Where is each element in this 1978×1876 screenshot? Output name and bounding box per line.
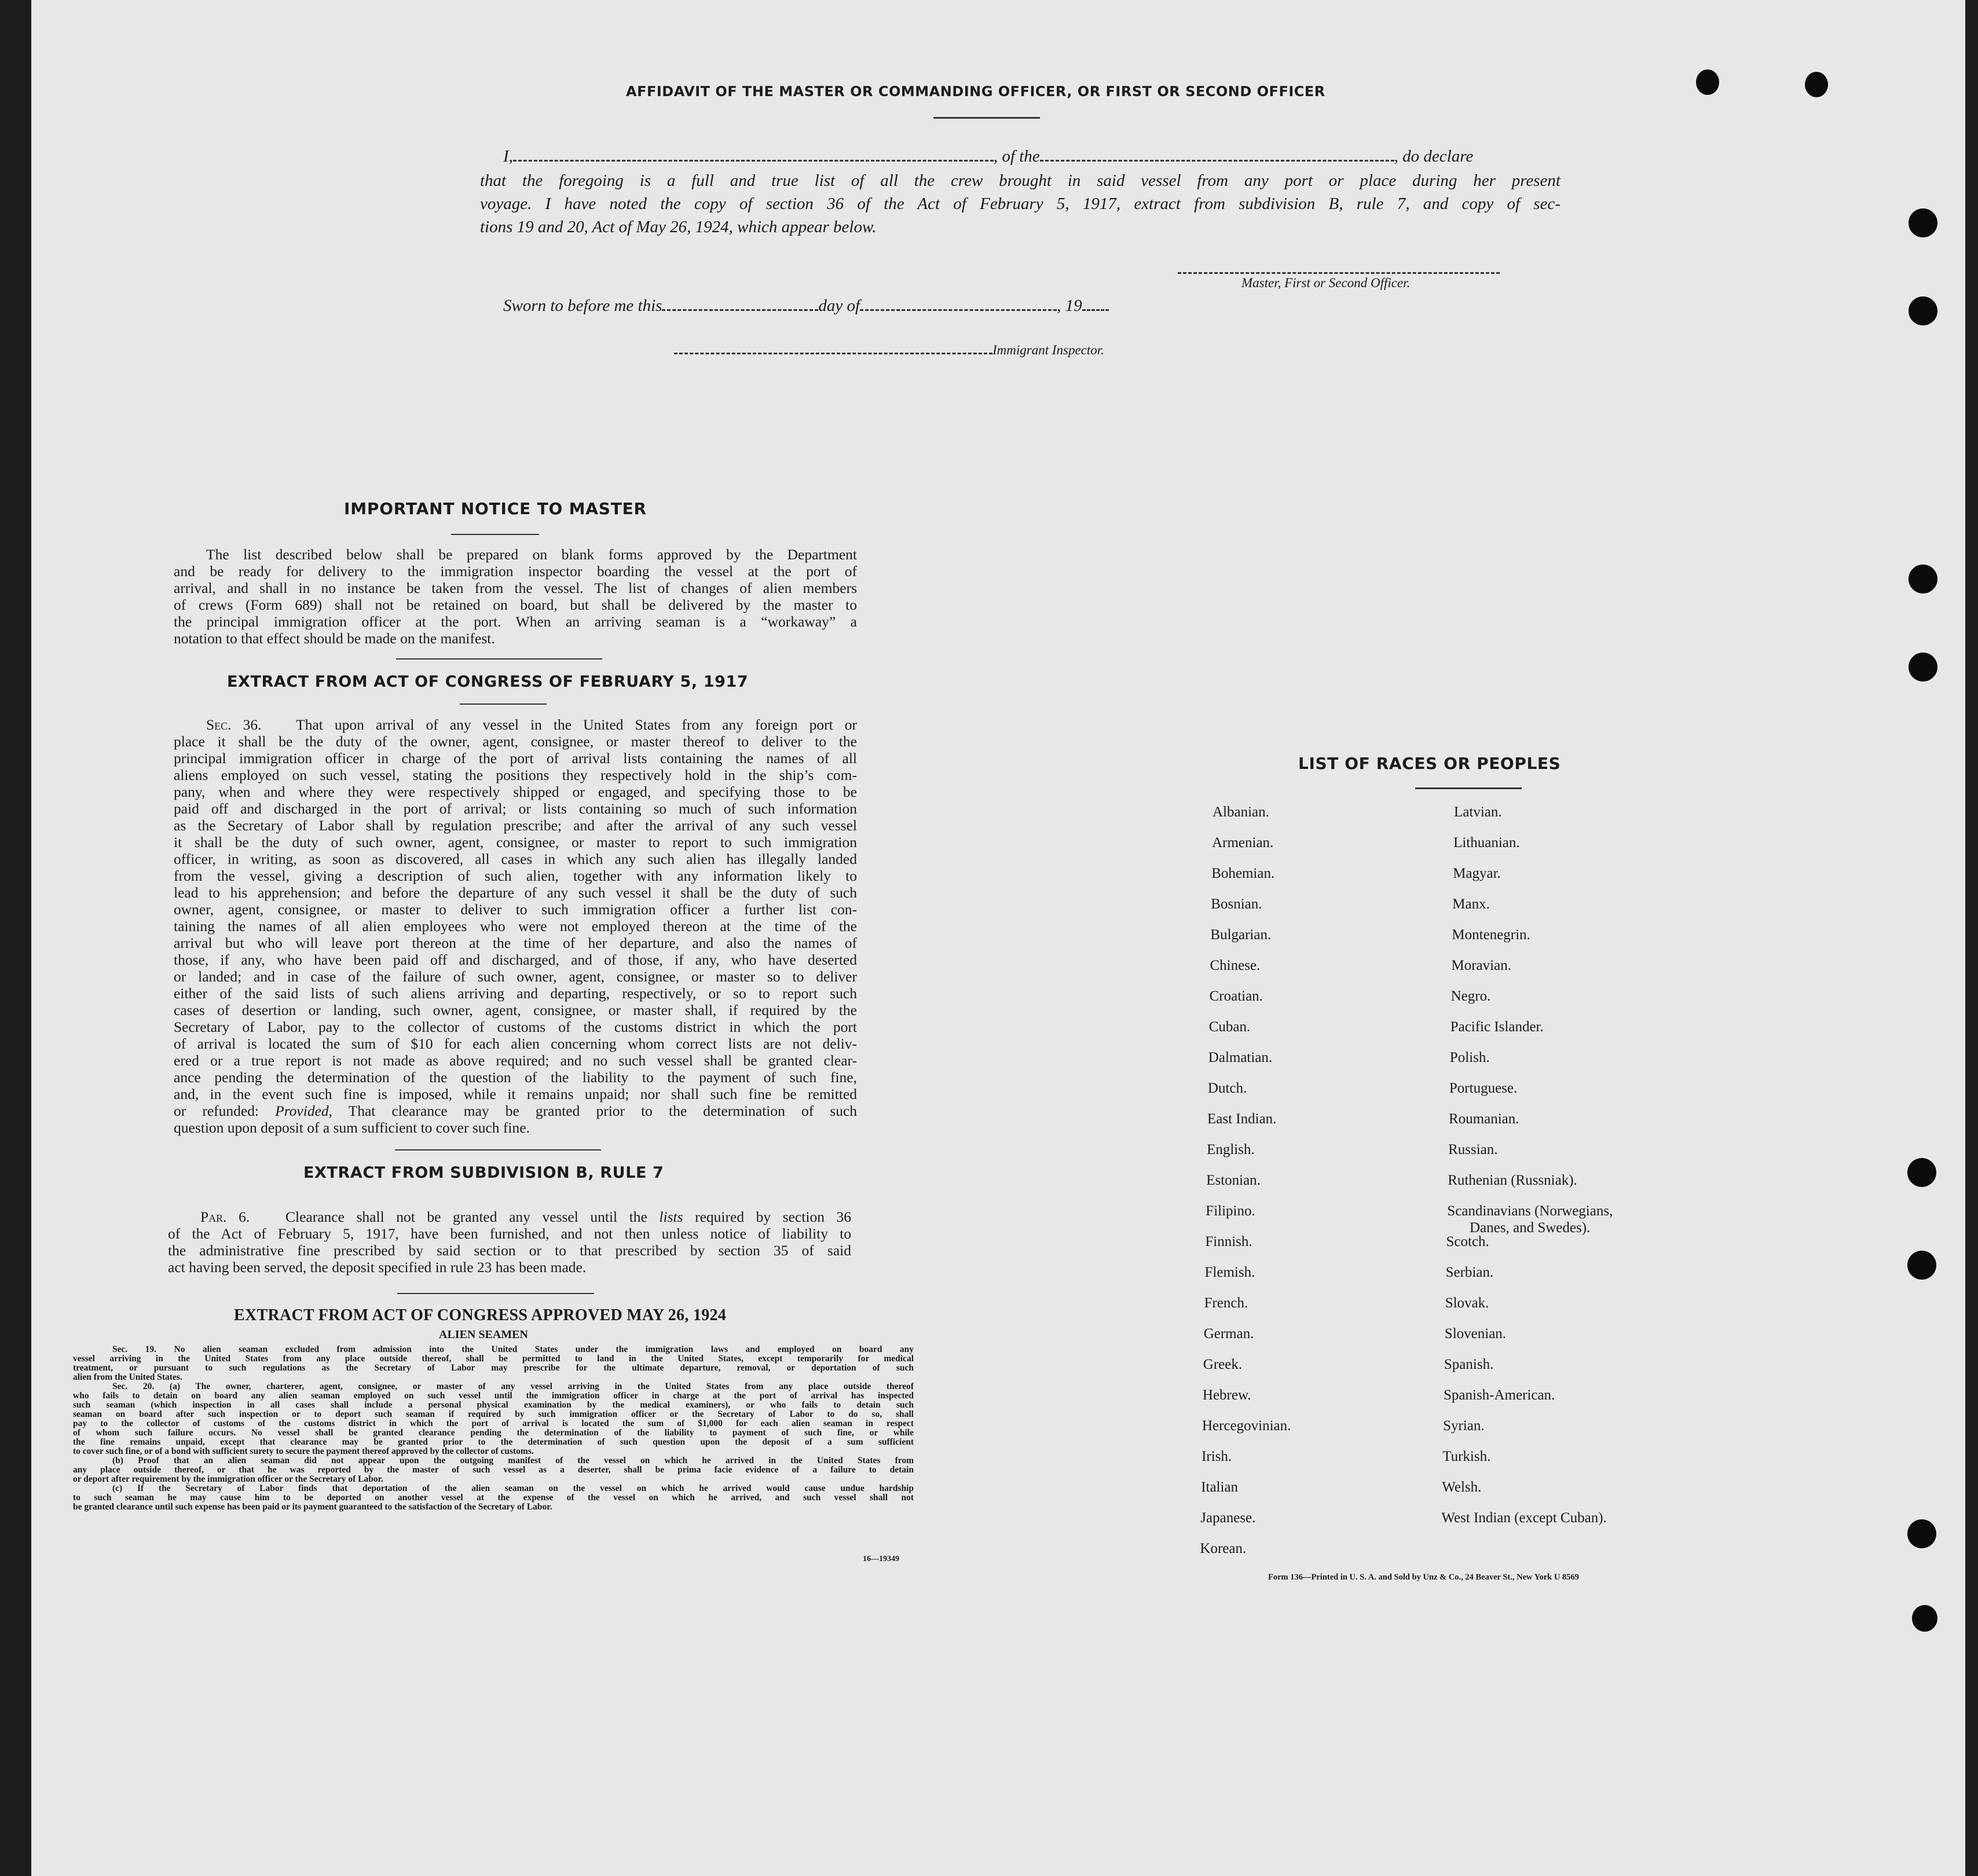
race-item: Manx. bbox=[1452, 896, 1490, 912]
document-page bbox=[31, 0, 1965, 1876]
act-1924-line: seaman on board after such inspection or to deport such seaman if required by such immigration officer or the Secretary of Labor to do so, shall bbox=[73, 1409, 914, 1419]
sec-36-line: and, in the event such fine is imposed, while it remains unpaid; nor shall such fine be remitted bbox=[174, 1086, 857, 1102]
sec-36-line: question upon deposit of a sum sufficient to cover such fine. bbox=[174, 1119, 530, 1136]
act-1924-line: pay to the collector of customs of the customs district in which the port of arrival is located the sum of $1,000 for each alien seaman in respect bbox=[73, 1419, 914, 1428]
sec-36-line: lead to his apprehension; and before the departure of any such vessel it shall be the duty of such bbox=[174, 884, 857, 901]
race-item: Polish. bbox=[1449, 1050, 1490, 1065]
race-item: Portuguese. bbox=[1449, 1080, 1518, 1096]
inspector-signature-blank[interactable] bbox=[674, 353, 992, 354]
notice-line: arrival, and shall in no instance be taken from the vessel. The list of changes of alien members bbox=[174, 580, 857, 596]
provided-pre: or refunded: bbox=[174, 1102, 259, 1119]
race-item: Negro. bbox=[1450, 988, 1491, 1004]
sec-36-line: ered or a true report is not made as above required; and no such vessel shall be granted clear- bbox=[174, 1052, 857, 1069]
year-text: , 19 bbox=[1057, 296, 1082, 315]
section-rule bbox=[395, 1149, 601, 1150]
par-6-paragraph bbox=[168, 1208, 851, 1276]
race-item: Latvian. bbox=[1454, 804, 1502, 820]
vessel-blank[interactable] bbox=[1040, 160, 1394, 162]
race-item: Finnish. bbox=[1205, 1234, 1252, 1250]
sworn-year-blank[interactable] bbox=[1082, 309, 1109, 311]
act-1924-line: to such seaman he may cause him to be deported on another vessel at the expense of the vessel on which he arrived, and such vessel shall not bbox=[73, 1493, 914, 1503]
sec-36-line: from the vessel, giving a description of such alien, together with any information likely to bbox=[174, 867, 857, 884]
sec-36-line: either of the said lists of such aliens arriving and departing, respectively, or so to report such bbox=[174, 985, 857, 1002]
race-item: English. bbox=[1207, 1142, 1255, 1157]
notice-paragraph bbox=[174, 546, 857, 647]
sec-36-label: Sec. 36. bbox=[206, 716, 262, 733]
par-6-pre: Clearance shall not be granted any vessel until the bbox=[285, 1208, 647, 1225]
race-item: Bohemian. bbox=[1211, 866, 1275, 881]
race-item: Syrian. bbox=[1443, 1418, 1485, 1434]
race-item: Hebrew. bbox=[1202, 1387, 1251, 1403]
race-item: Croatian. bbox=[1209, 988, 1263, 1004]
race-item: Magyar. bbox=[1453, 866, 1501, 881]
notice-title-rule bbox=[451, 534, 539, 535]
notice-line: and be ready for delivery to the immigration inspector boarding the vessel at the port of bbox=[174, 563, 857, 580]
races-title-rule bbox=[1415, 787, 1522, 789]
section-rule bbox=[397, 1293, 594, 1294]
word-of-the: , of the bbox=[993, 147, 1040, 166]
sec-36-line: paid off and discharged in the port of arrival; or lists containing so much of such information bbox=[174, 800, 857, 817]
sworn-text: Sworn to before me this bbox=[503, 296, 662, 315]
day-of-text: day of bbox=[818, 296, 860, 315]
act-1924-line: be granted clearance until such expense has been paid or its payment guaranteed to the satisfaction of the Secretary of Labor. bbox=[73, 1502, 552, 1512]
act-1924-line: Sec. 19. No alien seaman excluded from admission into the United States under the immigration laws and employed on board any bbox=[112, 1344, 914, 1354]
race-item: Pacific Islander. bbox=[1450, 1019, 1544, 1035]
master-signature-label: Master, First or Second Officer. bbox=[1241, 276, 1411, 290]
sec-36-paragraph bbox=[174, 716, 857, 1136]
act-1924-line: the fine remains unpaid, except that clearance may be granted prior to the determination of such question upon the deposit of a sum sufficient bbox=[73, 1437, 914, 1447]
race-item: Spanish. bbox=[1444, 1357, 1494, 1372]
race-item: Korean. bbox=[1200, 1541, 1247, 1556]
punch-hole bbox=[1907, 1251, 1936, 1280]
sworn-day-blank[interactable] bbox=[662, 309, 818, 311]
act-1924-title: EXTRACT FROM ACT OF CONGRESS APPROVED MAY 26, 1924 bbox=[234, 1306, 727, 1324]
sec-36-line: owner, agent, consignee, or master to deliver to such immigration officer a further list con- bbox=[174, 901, 857, 918]
form-number: 16—19349 bbox=[863, 1555, 899, 1563]
word-i: I, bbox=[503, 147, 513, 166]
race-item: Slovak. bbox=[1445, 1295, 1489, 1311]
act-1924-line: treatment, or pursuant to such regulations as the Secretary of Labor may prescribe for the ultimate departure, removal, or deportation of such bbox=[73, 1363, 914, 1373]
act-1924-subtitle: ALIEN SEAMEN bbox=[439, 1328, 528, 1341]
race-item: Russian. bbox=[1448, 1142, 1498, 1157]
sec-36-line: of arrival is located the sum of $10 for each alien concerning whom correct lists are not deliv- bbox=[174, 1035, 857, 1052]
sec-36-line: arrival but who will leave port thereon at the time of her departure, and also the names of bbox=[174, 935, 857, 951]
race-item: Chinese. bbox=[1210, 958, 1261, 973]
act-1917-title: EXTRACT FROM ACT OF CONGRESS OF FEBRUARY 5, 1917 bbox=[227, 673, 749, 691]
punch-hole bbox=[1696, 69, 1719, 95]
sec-36-provided-line bbox=[174, 1102, 857, 1119]
act-1924-line: who fails to detain on board any alien seaman employed on such vessel until the immigration officer in charge at the port of arrival has inspected bbox=[73, 1391, 914, 1401]
race-item: Slovenian. bbox=[1444, 1326, 1507, 1342]
punch-hole bbox=[1907, 1519, 1936, 1548]
race-item: Spanish-American. bbox=[1444, 1387, 1555, 1403]
act-1917-title-rule bbox=[460, 704, 547, 705]
sec-36-line: place it shall be the duty of the owner, agent, consignee, or master thereof to deliver to the bbox=[174, 733, 857, 750]
sec-36-line: pany, when and where they were respectively shipped or engaged, and specifying those to be bbox=[174, 783, 857, 800]
notice-line: the principal immigration officer at the port. When an arriving seaman is a “workaway” a bbox=[174, 613, 857, 630]
race-item: Dalmatian. bbox=[1208, 1050, 1273, 1065]
race-item: Italian bbox=[1201, 1479, 1239, 1495]
sec-36-line: principal immigration officer in charge of the port of arrival lists containing the names of all bbox=[174, 750, 857, 767]
affidavit-title: AFFIDAVIT OF THE MASTER OR COMMANDING OFFICER, OR FIRST OR SECOND OFFICER bbox=[626, 83, 1325, 100]
race-item: Hercegovinian. bbox=[1202, 1418, 1291, 1434]
race-item: Serbian. bbox=[1445, 1265, 1494, 1280]
race-item: Estonian. bbox=[1206, 1172, 1261, 1188]
race-item: West Indian (except Cuban). bbox=[1441, 1510, 1607, 1526]
race-item: German. bbox=[1203, 1326, 1254, 1342]
par-6-lists: lists bbox=[659, 1208, 683, 1225]
sec-36-line: as the Secretary of Labor shall by regulation prescribe; and after the arrival of any such vessel bbox=[174, 817, 857, 834]
race-item: East Indian. bbox=[1207, 1111, 1277, 1127]
par-6-label: Par. 6. bbox=[200, 1208, 250, 1225]
race-item: Albanian. bbox=[1213, 804, 1269, 820]
race-item: Scotch. bbox=[1446, 1234, 1489, 1250]
race-item: Dutch. bbox=[1207, 1080, 1247, 1096]
race-item: Armenian. bbox=[1212, 835, 1274, 851]
declaration-text-2: voyage. I have noted the copy of section 36 of the Act of February 5, 1917, extract from subdivision B, rule 7, and copy of sec- bbox=[480, 195, 1561, 213]
act-1924-line: (c) If the Secretary of Labor finds that deportation of the alien seaman on the vessel on which he arrived would cause undue hardship bbox=[112, 1483, 914, 1493]
race-item: Greek. bbox=[1203, 1357, 1243, 1372]
punch-hole bbox=[1909, 208, 1937, 237]
race-item: Turkish. bbox=[1442, 1449, 1491, 1464]
race-item: Scandinavians (Norwegians, bbox=[1447, 1203, 1613, 1219]
act-1924-line: such seaman (which inspection in all cases shall include a personal physical examination by the medical examiners), or who fails to detain such bbox=[73, 1400, 914, 1410]
punch-hole bbox=[1912, 1605, 1937, 1632]
race-item: Welsh. bbox=[1442, 1479, 1482, 1495]
act-1924-line: Sec. 20. (a) The owner, charterer, agent, consignee, or master of any vessel arriving in the United States from any place outside thereof bbox=[112, 1382, 914, 1391]
sec-36-line: cases of desertion or landing, such owner, agent, consignee, or master shall, if required by the bbox=[174, 1002, 857, 1018]
sec-36-first-text: That upon arrival of any vessel in the United States from any foreign port or bbox=[296, 716, 857, 733]
act-1924-line: (b) Proof that an alien seaman did not appear upon the outgoing manifest of the vessel on which he arrived in the United States from bbox=[112, 1456, 914, 1465]
race-item: Bosnian. bbox=[1211, 896, 1262, 912]
provided-word: Provided, bbox=[275, 1102, 333, 1119]
punch-hole bbox=[1909, 565, 1937, 593]
race-item: Danes, and Swedes). bbox=[1470, 1220, 1591, 1236]
par-6-line: of the Act of February 5, 1917, have been furnished, and not then unless notice of liability to bbox=[168, 1225, 851, 1242]
sec-36-line: officer, in writing, as soon as discovered, all cases in which any such alien has illegally landed bbox=[174, 851, 857, 867]
printer-footer: Form 136—Printed in U. S. A. and Sold by Unz & Co., 24 Beaver St., New York U 8569 bbox=[1268, 1573, 1579, 1582]
punch-hole bbox=[1805, 72, 1828, 97]
race-item: Roumanian. bbox=[1449, 1111, 1519, 1127]
inspector-line bbox=[674, 343, 1104, 358]
race-item: French. bbox=[1204, 1295, 1248, 1311]
race-item: Lithuanian. bbox=[1453, 835, 1520, 851]
notice-line: notation to that effect should be made on the manifest. bbox=[174, 630, 495, 647]
master-signature-line[interactable] bbox=[1178, 272, 1500, 274]
act-1924-line: of whom such failure occurs. No vessel shall be granted clearance pending the determination of the liability to payment of such fine, or while bbox=[73, 1428, 914, 1438]
sec-36-first-line bbox=[174, 716, 857, 733]
par-6-line: act having been served, the deposit specified in rule 23 has been made. bbox=[168, 1259, 587, 1276]
act-1924-line: vessel arriving in the United States from any place outside thereof, shall be permitted to land in the United States, except temporarily for medical bbox=[73, 1354, 914, 1364]
punch-hole bbox=[1907, 1158, 1936, 1187]
act-1924-text bbox=[73, 1345, 914, 1512]
par-6-post: required by section 36 bbox=[695, 1208, 851, 1225]
notice-line: of crews (Form 689) shall not be retained on board, but shall be delivered by the master to bbox=[174, 596, 857, 613]
race-item: Flemish. bbox=[1204, 1265, 1255, 1280]
word-do-declare: , do declare bbox=[1394, 147, 1474, 166]
race-item: Bulgarian. bbox=[1210, 927, 1272, 943]
sec-36-line: taining the names of all alien employees who were not employed thereon at the time of the bbox=[174, 918, 857, 935]
act-1924-line: alien from the United States. bbox=[73, 1372, 182, 1382]
act-1924-line: any place outside thereof, or that he was reported by the master of such vessel as a deserter, shall be prima facie evidence of a failure to detain bbox=[73, 1465, 914, 1475]
sec-36-line: those, if any, who have been paid off and discharged, and of those, if any, who have deserted bbox=[174, 951, 857, 968]
section-rule bbox=[396, 658, 602, 659]
act-1924-line: to cover such fine, or of a bond with sufficient surety to secure the payment thereof approved by the collector of customs. bbox=[73, 1446, 534, 1456]
race-item: Montenegrin. bbox=[1452, 927, 1530, 943]
declaration-line bbox=[503, 147, 1561, 166]
inspector-label: Immigrant Inspector. bbox=[992, 343, 1104, 357]
declaration-text-1: that the foregoing is a full and true list of all the crew brought in said vessel from any port or place during her present bbox=[480, 171, 1561, 190]
par-6-line: the administrative fine prescribed by said section or to that prescribed by section 35 of said bbox=[168, 1242, 851, 1259]
punch-hole bbox=[1909, 653, 1937, 681]
sec-36-line: Secretary of Labor, pay to the collector of customs of the customs district in which the port bbox=[174, 1018, 857, 1035]
rule-7-title: EXTRACT FROM SUBDIVISION B, RULE 7 bbox=[303, 1164, 664, 1182]
act-1924-line: or deport after requirement by the immigration officer or the Secretary of Labor. bbox=[73, 1474, 383, 1484]
race-item: Filipino. bbox=[1206, 1203, 1255, 1219]
race-item: Ruthenian (Russniak). bbox=[1448, 1172, 1577, 1188]
name-blank[interactable] bbox=[513, 160, 994, 162]
notice-title: IMPORTANT NOTICE TO MASTER bbox=[344, 499, 647, 518]
races-title: LIST OF RACES OR PEOPLES bbox=[1298, 754, 1561, 773]
sec-36-line: it shall be the duty of such owner, agent, consignee, or master to report to such immigration bbox=[174, 834, 857, 851]
affidavit-title-rule bbox=[933, 117, 1040, 119]
race-item: Moravian. bbox=[1451, 958, 1511, 973]
sec-36-line: ance pending the determination of the question of the liability to the payment of such fine, bbox=[174, 1069, 857, 1086]
declaration-text-3: tions 19 and 20, Act of May 26, 1924, which appear below. bbox=[480, 218, 877, 236]
provided-post: That clearance may be granted prior to the determination of such bbox=[348, 1102, 857, 1119]
sec-36-line: aliens employed on such vessel, stating the positions they respectively hold in the ship’s com- bbox=[174, 767, 857, 783]
punch-hole bbox=[1909, 296, 1937, 325]
notice-line: The list described below shall be prepared on blank forms approved by the Department bbox=[206, 546, 857, 563]
par-6-first-line bbox=[168, 1208, 851, 1225]
sworn-month-blank[interactable] bbox=[860, 309, 1057, 311]
sec-36-line: or landed; and in case of the failure of such owner, agent, consignee, or master so to deliver bbox=[174, 968, 857, 985]
race-item: Japanese. bbox=[1200, 1510, 1256, 1526]
sworn-line bbox=[503, 296, 1109, 316]
race-item: Irish. bbox=[1202, 1449, 1232, 1464]
race-item: Cuban. bbox=[1208, 1019, 1251, 1035]
